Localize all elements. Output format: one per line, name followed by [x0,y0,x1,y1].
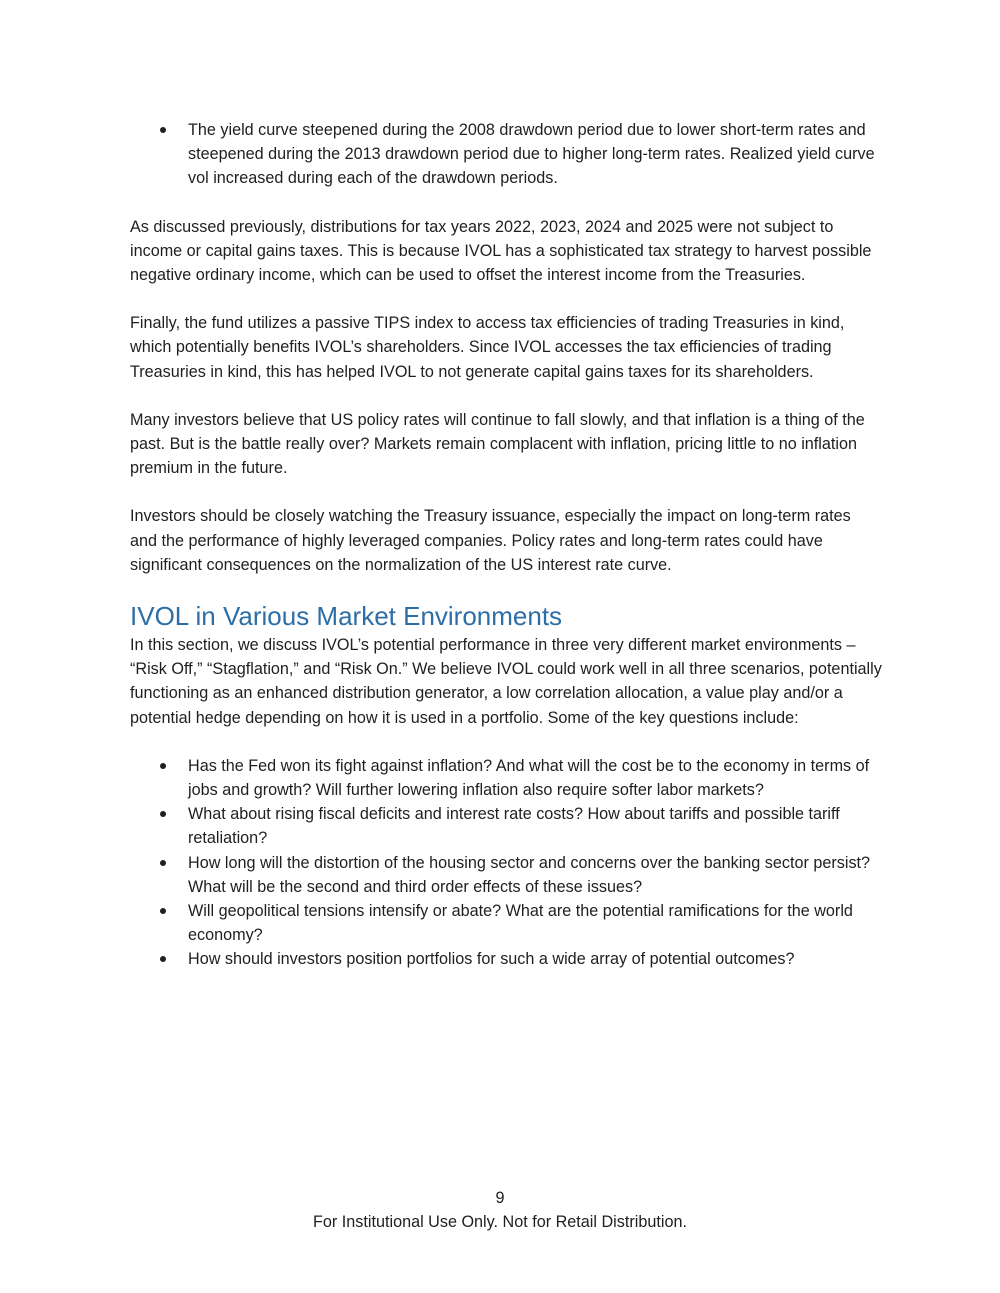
key-questions-list [130,754,882,972]
list-item [188,118,882,191]
paragraph-tips-index: Finally, the fund utilizes a passive TIPS index to access tax efficiencies of trading Treasuries in kind, which potentially benefits IVOL’s shareholders. Since IVOL accesses the tax efficiencies of trading Treasuries in kind, this has helped IVOL to not generate capital gains taxes for its shareholders. [130,314,845,381]
paragraph-policy-rates: Many investors believe that US policy rates will continue to fall slowly, and that inflation is a thing of the past. But is the battle really over? Markets remain complacent with inflation, pricing little to no inflation premium in the future. [130,410,865,478]
list-item [188,802,882,850]
section-intro: In this section, we discuss IVOL’s potential performance in three very different market environments – “Risk Off,” “Stagflation,” and “Risk On.” We believe IVOL could work well in all three scenarios, potentially functioning as an enhanced distribution generator, a low correlation allocation, a value play and/or a potential hedge depending on how it is used in a portfolio. Some of the key questions include: [130,636,882,727]
footer-disclaimer: For Institutional Use Only. Not for Retail Distribution. [313,1213,687,1231]
bullet-text: Will geopolitical tensions intensify or abate? What are the potential ramifications for the world economy? [188,902,853,945]
top-bullet-list [130,118,882,191]
page-content [130,118,882,972]
list-item [188,947,882,971]
list-item [188,899,882,947]
paragraph-tax-distributions: As discussed previously, distributions for tax years 2022, 2023, 2024 and 2025 were not subject to income or capital gains taxes. This is because IVOL has a sophisticated tax strategy to harvest possible negative ordinary income, which can be used to offset the interest income from the Treasuries. [130,217,872,285]
bullet-icon [160,811,166,817]
bullet-icon [160,908,166,914]
bullet-text: How should investors position portfolios for such a wide array of potential outcomes? [188,950,795,969]
page-number: 9 [495,1189,505,1207]
bullet-icon [160,763,166,769]
list-item [188,754,882,802]
paragraph-treasury-issuance: Investors should be closely watching the Treasury issuance, especially the impact on long-term rates and the performance of highly leveraged companies. Policy rates and long-term rates could have significant consequences on the normalization of the US interest rate curve. [130,507,851,574]
bullet-icon [160,127,166,133]
bullet-text: How long will the distortion of the housing sector and concerns over the banking sector persist? What will be the second and third order effects of these issues? [188,853,871,896]
section-heading: IVOL in Various Market Environments [130,601,563,632]
list-item [188,851,882,899]
bullet-icon [160,956,166,962]
bullet-text: Has the Fed won its fight against inflation? And what will the cost be to the economy in terms of jobs and growth? Will further lowering inflation also require softer labor markets? [188,756,870,800]
bullet-icon [160,860,166,866]
bullet-text: The yield curve steepened during the 2008 drawdown period due to lower short-term rates and steepened during the 2013 drawdown period due to higher long-term rates. Realized yield curve vol increased during each of the drawdown periods. [188,121,875,188]
bullet-text: What about rising fiscal deficits and interest rate costs? How about tariffs and possible tariff retaliation? [188,805,840,848]
